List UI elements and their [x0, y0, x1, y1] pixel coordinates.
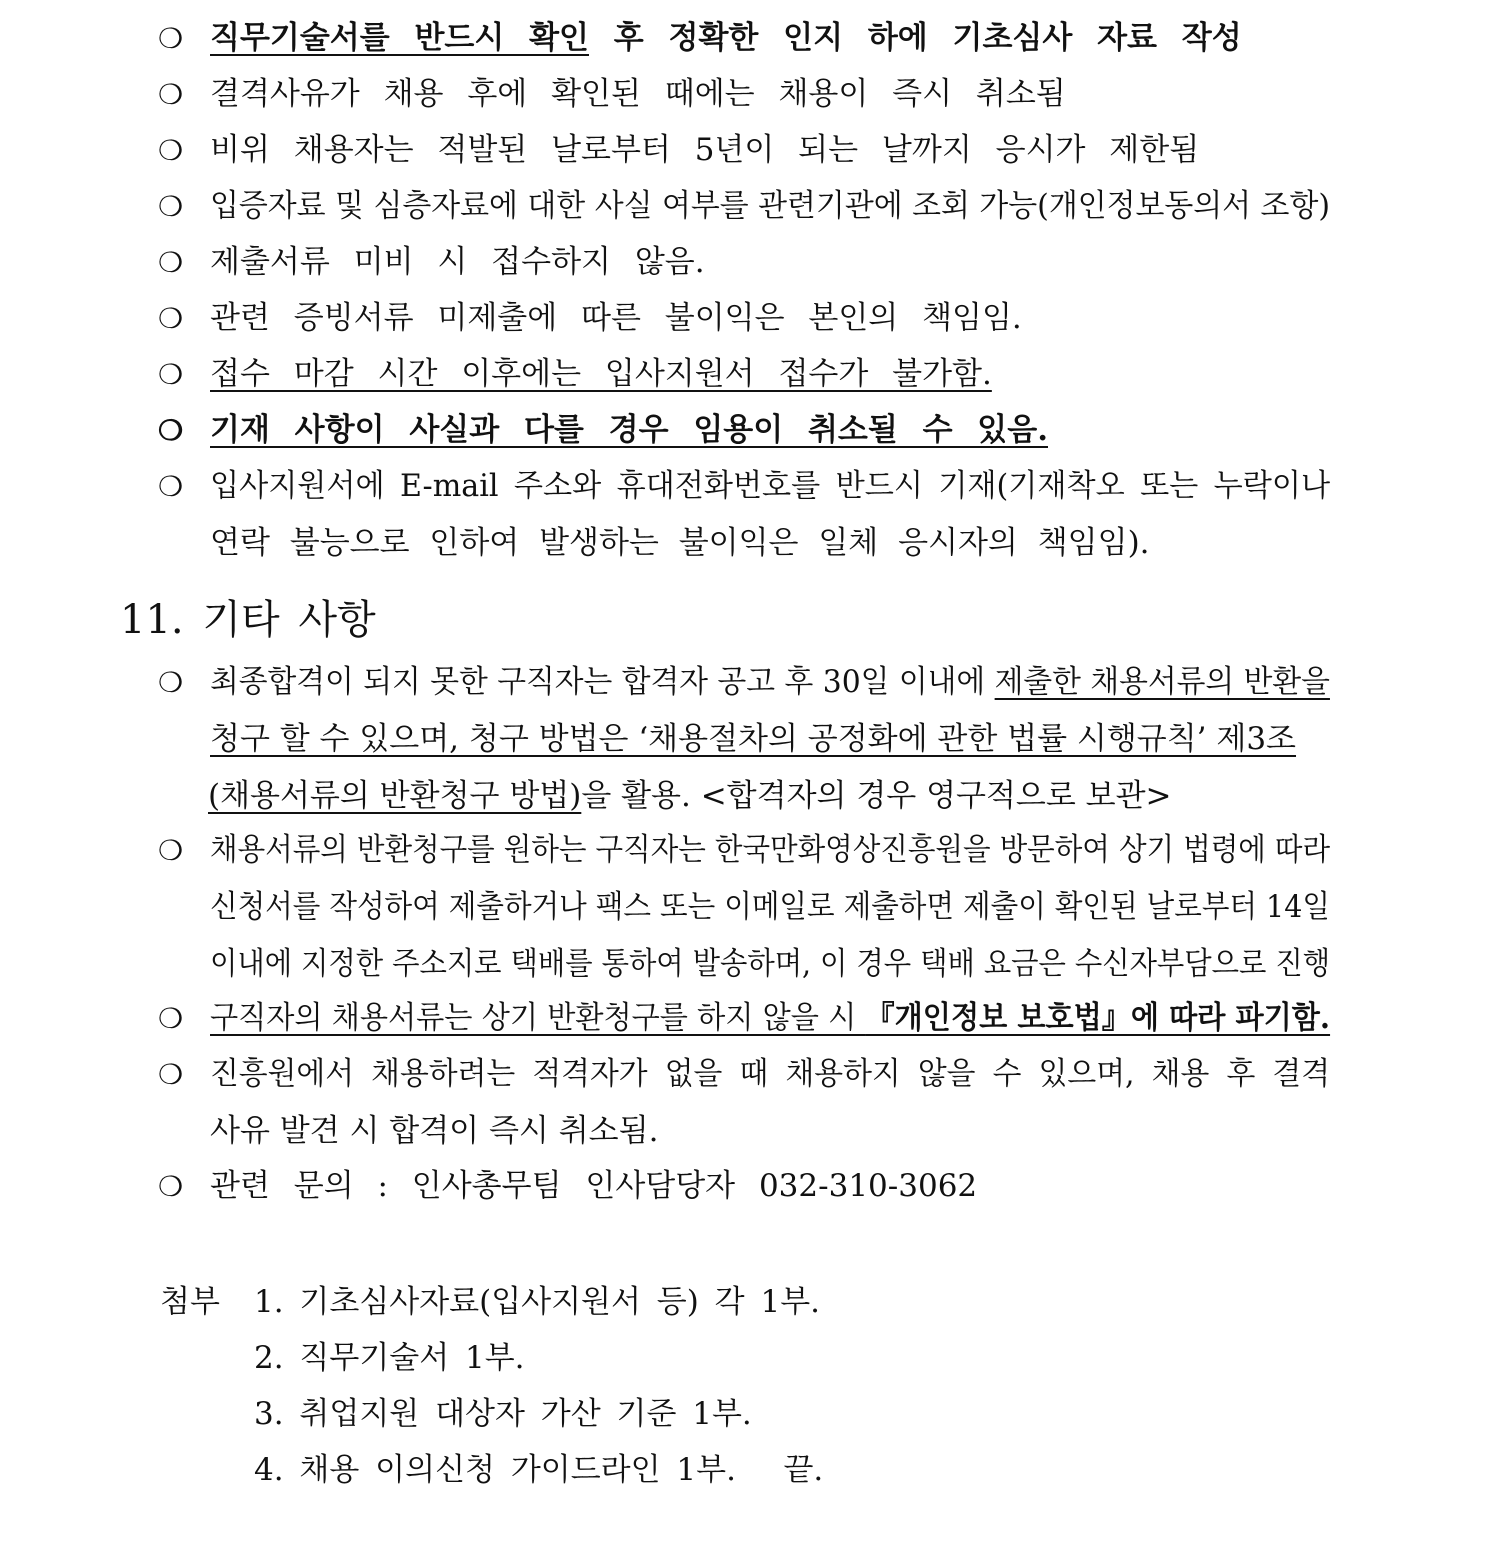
attachment-item: 1. 기초심사자료(입사지원서 등) 각 1부. [254, 1284, 821, 1320]
bullet-text-line-2: 청구 할 수 있으며, 청구 방법은 ‘채용절차의 공정화에 관한 법률 시행규칙’ 제3조 [210, 721, 1297, 757]
section-bullet-4 [158, 1046, 1331, 1160]
bullet-text-rest: 후 정확한 인지 하에 기초심사 자료 작성 [589, 20, 1242, 56]
bullet-text-underlined: (채용서류의 반환청구 방법) [208, 778, 582, 814]
bullet-text-line-2: 연락 불능으로 인하여 발생하는 불이익은 일체 응시자의 책임임). [210, 525, 1150, 561]
bullet-text-line-2: 신청서를 작성하여 제출하거나 팩스 또는 이메일로 제출하면 제출이 확인된 날로부터 14일 [210, 889, 1330, 925]
circle-bullet-icon: ❍ [158, 1058, 184, 1091]
bullet-text: 입증자료 및 심층자료에 대한 사실 여부를 관련기관에 조회 가능(개인정보동의서 조항) [210, 188, 1331, 224]
bullet-text-line-1: 입사지원서에 E-mail 주소와 휴대전화번호를 반드시 기재(기재착오 또는 누락이나 [210, 468, 1331, 504]
bullet-text: 관련 문의 : 인사총무팀 인사담당자 032-310-3062 [210, 1168, 978, 1204]
notice-bullet-9 [158, 458, 1331, 572]
circle-bullet-icon: ❍ [158, 1002, 184, 1035]
bullet-text: 접수 마감 시간 이후에는 입사지원서 접수가 불가함. [210, 356, 992, 392]
bullet-text: 결격사유가 채용 후에 확인된 때에는 채용이 즉시 취소됨 [210, 76, 1066, 112]
bullet-text-underlined: 직무기술서를 반드시 확인 [210, 20, 589, 56]
bullet-text: 관련 증빙서류 미제출에 따른 불이익은 본인의 책임임. [210, 300, 1022, 336]
bullet-text: 기재 사항이 사실과 다를 경우 임용이 취소될 수 있음. [210, 412, 1048, 448]
bullet-text-bold: 『개인정보 보호법』에 따라 파기함. [865, 1000, 1331, 1036]
circle-bullet-icon: ❍ [158, 1170, 184, 1203]
section-title: 11. 기타 사항 [120, 597, 376, 643]
bullet-text: 제출서류 미비 시 접수하지 않음. [210, 244, 705, 280]
circle-bullet-icon: ❍ [158, 78, 184, 111]
circle-bullet-icon: ❍ [158, 134, 184, 167]
section-bullet-2 [158, 822, 1331, 993]
circle-bullet-icon: ❍ [158, 414, 184, 447]
attachment-item: 2. 직무기술서 1부. [254, 1340, 525, 1376]
bullet-text-line-3 [208, 768, 1172, 825]
bullet-text-line-2: 사유 발견 시 합격이 즉시 취소됨. [210, 1113, 659, 1149]
circle-bullet-icon: ❍ [158, 666, 184, 699]
circle-bullet-icon: ❍ [158, 22, 184, 55]
bullet-text-plain: 구직자의 채용서류는 상기 반환청구를 하지 않을 시 [210, 1000, 866, 1036]
attachment-item: 4. 채용 이의신청 가이드라인 1부. 끝. [254, 1452, 824, 1488]
bullet-text-line-3: 이내에 지정한 주소지로 택배를 통하여 발송하며, 이 경우 택배 요금은 수신자부담으로 진행 [210, 946, 1331, 982]
circle-bullet-icon: ❍ [158, 246, 184, 279]
circle-bullet-icon: ❍ [158, 302, 184, 335]
circle-bullet-icon: ❍ [158, 190, 184, 223]
circle-bullet-icon: ❍ [158, 470, 184, 503]
bullet-text-line-1 [210, 654, 1330, 711]
section-bullet-1 [158, 654, 1328, 825]
bullet-text: 비위 채용자는 적발된 날로부터 5년이 되는 날까지 응시가 제한됨 [210, 132, 1200, 168]
circle-bullet-icon: ❍ [158, 358, 184, 391]
bullet-text-line-1: 채용서류의 반환청구를 원하는 구직자는 한국만화영상진흥원을 방문하여 상기 법령에 따라 [210, 832, 1331, 868]
attachment-label: 첨부 [160, 1284, 220, 1320]
bullet-text-line-1: 진흥원에서 채용하려는 적격자가 없을 때 채용하지 않을 수 있으며, 채용 후 결격 [210, 1056, 1331, 1092]
attachment-item: 3. 취업지원 대상자 가산 기준 1부. [254, 1396, 752, 1432]
bullet-text-underlined: 제출한 채용서류의 반환을 [994, 664, 1330, 700]
bullet-text [210, 990, 1330, 1047]
bullet-text-plain: 을 활용. <합격자의 경우 영구적으로 보관> [581, 778, 1172, 814]
circle-bullet-icon: ❍ [158, 834, 184, 867]
bullet-text [210, 10, 1242, 67]
bullet-text-plain: 최종합격이 되지 못한 구직자는 합격자 공고 후 30일 이내에 [210, 664, 995, 700]
